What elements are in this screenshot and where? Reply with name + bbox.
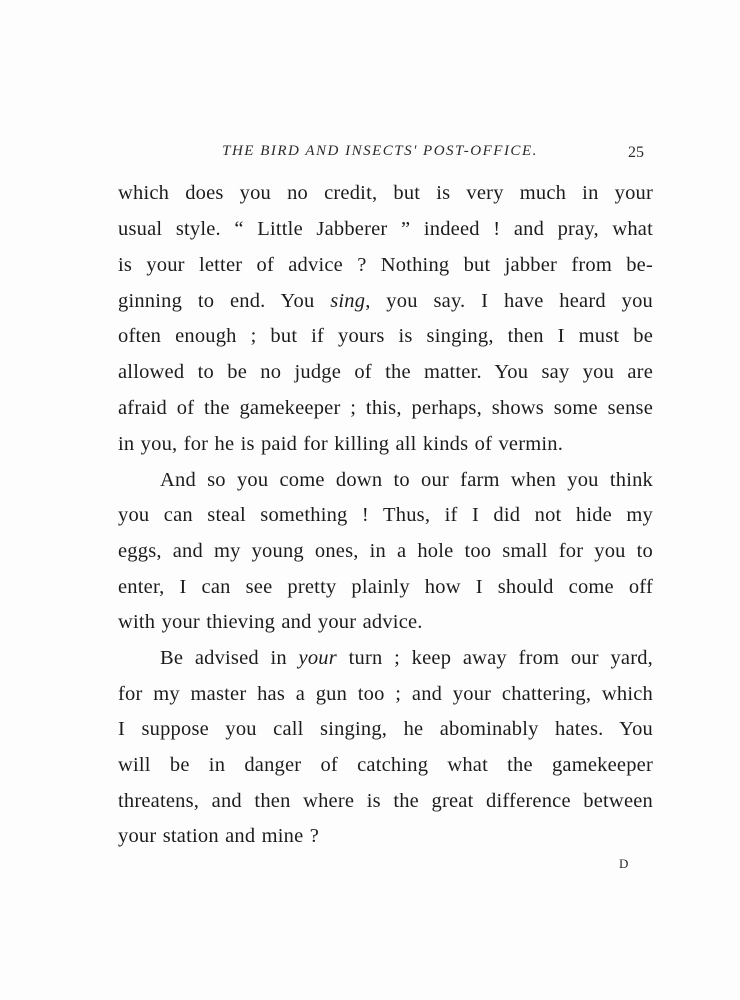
text-line: in you, for he is paid for killing all kinds of vermin. — [118, 433, 564, 455]
text-line: afraid of the gamekeeper ; this, perhaps, shows some sense — [118, 397, 653, 419]
text-line: ginning to end. You sing, you say. I have heard you — [118, 290, 653, 312]
text-line: often enough ; but if yours is singing, then I must be — [118, 325, 653, 347]
text-line: I suppose you call singing, he abominably hates. You — [118, 718, 653, 740]
text-line: And so you come down to our farm when you think — [160, 469, 653, 491]
text-line: your station and mine ? — [118, 825, 320, 847]
emphasis-word: sing — [330, 290, 366, 312]
text-line: threatens, and then where is the great difference between — [118, 790, 653, 812]
text-line: usual style. “ Little Jabberer ” indeed ! and pray, what — [118, 218, 653, 240]
text-line: with your thieving and your advice. — [118, 611, 423, 633]
text-line: for my master has a gun too ; and your chattering, which — [118, 683, 653, 705]
text-line: enter, I can see pretty plainly how I should come off — [118, 576, 653, 598]
page-number: 25 — [628, 144, 644, 161]
text-line: allowed to be no judge of the matter. You say you are — [118, 361, 653, 383]
text-line: eggs, and my young ones, in a hole too small for you to — [118, 540, 653, 562]
text-line: which does you no credit, but is very much in your — [118, 182, 653, 204]
emphasis-word: your — [298, 647, 337, 669]
signature-mark: D — [619, 856, 629, 871]
text-line: Be advised in your turn ; keep away from our yard, — [160, 647, 653, 669]
text-line: you can steal something ! Thus, if I did not hide my — [118, 504, 653, 526]
text-line: will be in danger of catching what the gamekeeper — [118, 754, 653, 776]
running-title: THE BIRD AND INSECTS' POST-OFFICE. — [222, 143, 538, 159]
text-line: is your letter of advice ? Nothing but jabber from be- — [118, 254, 653, 276]
